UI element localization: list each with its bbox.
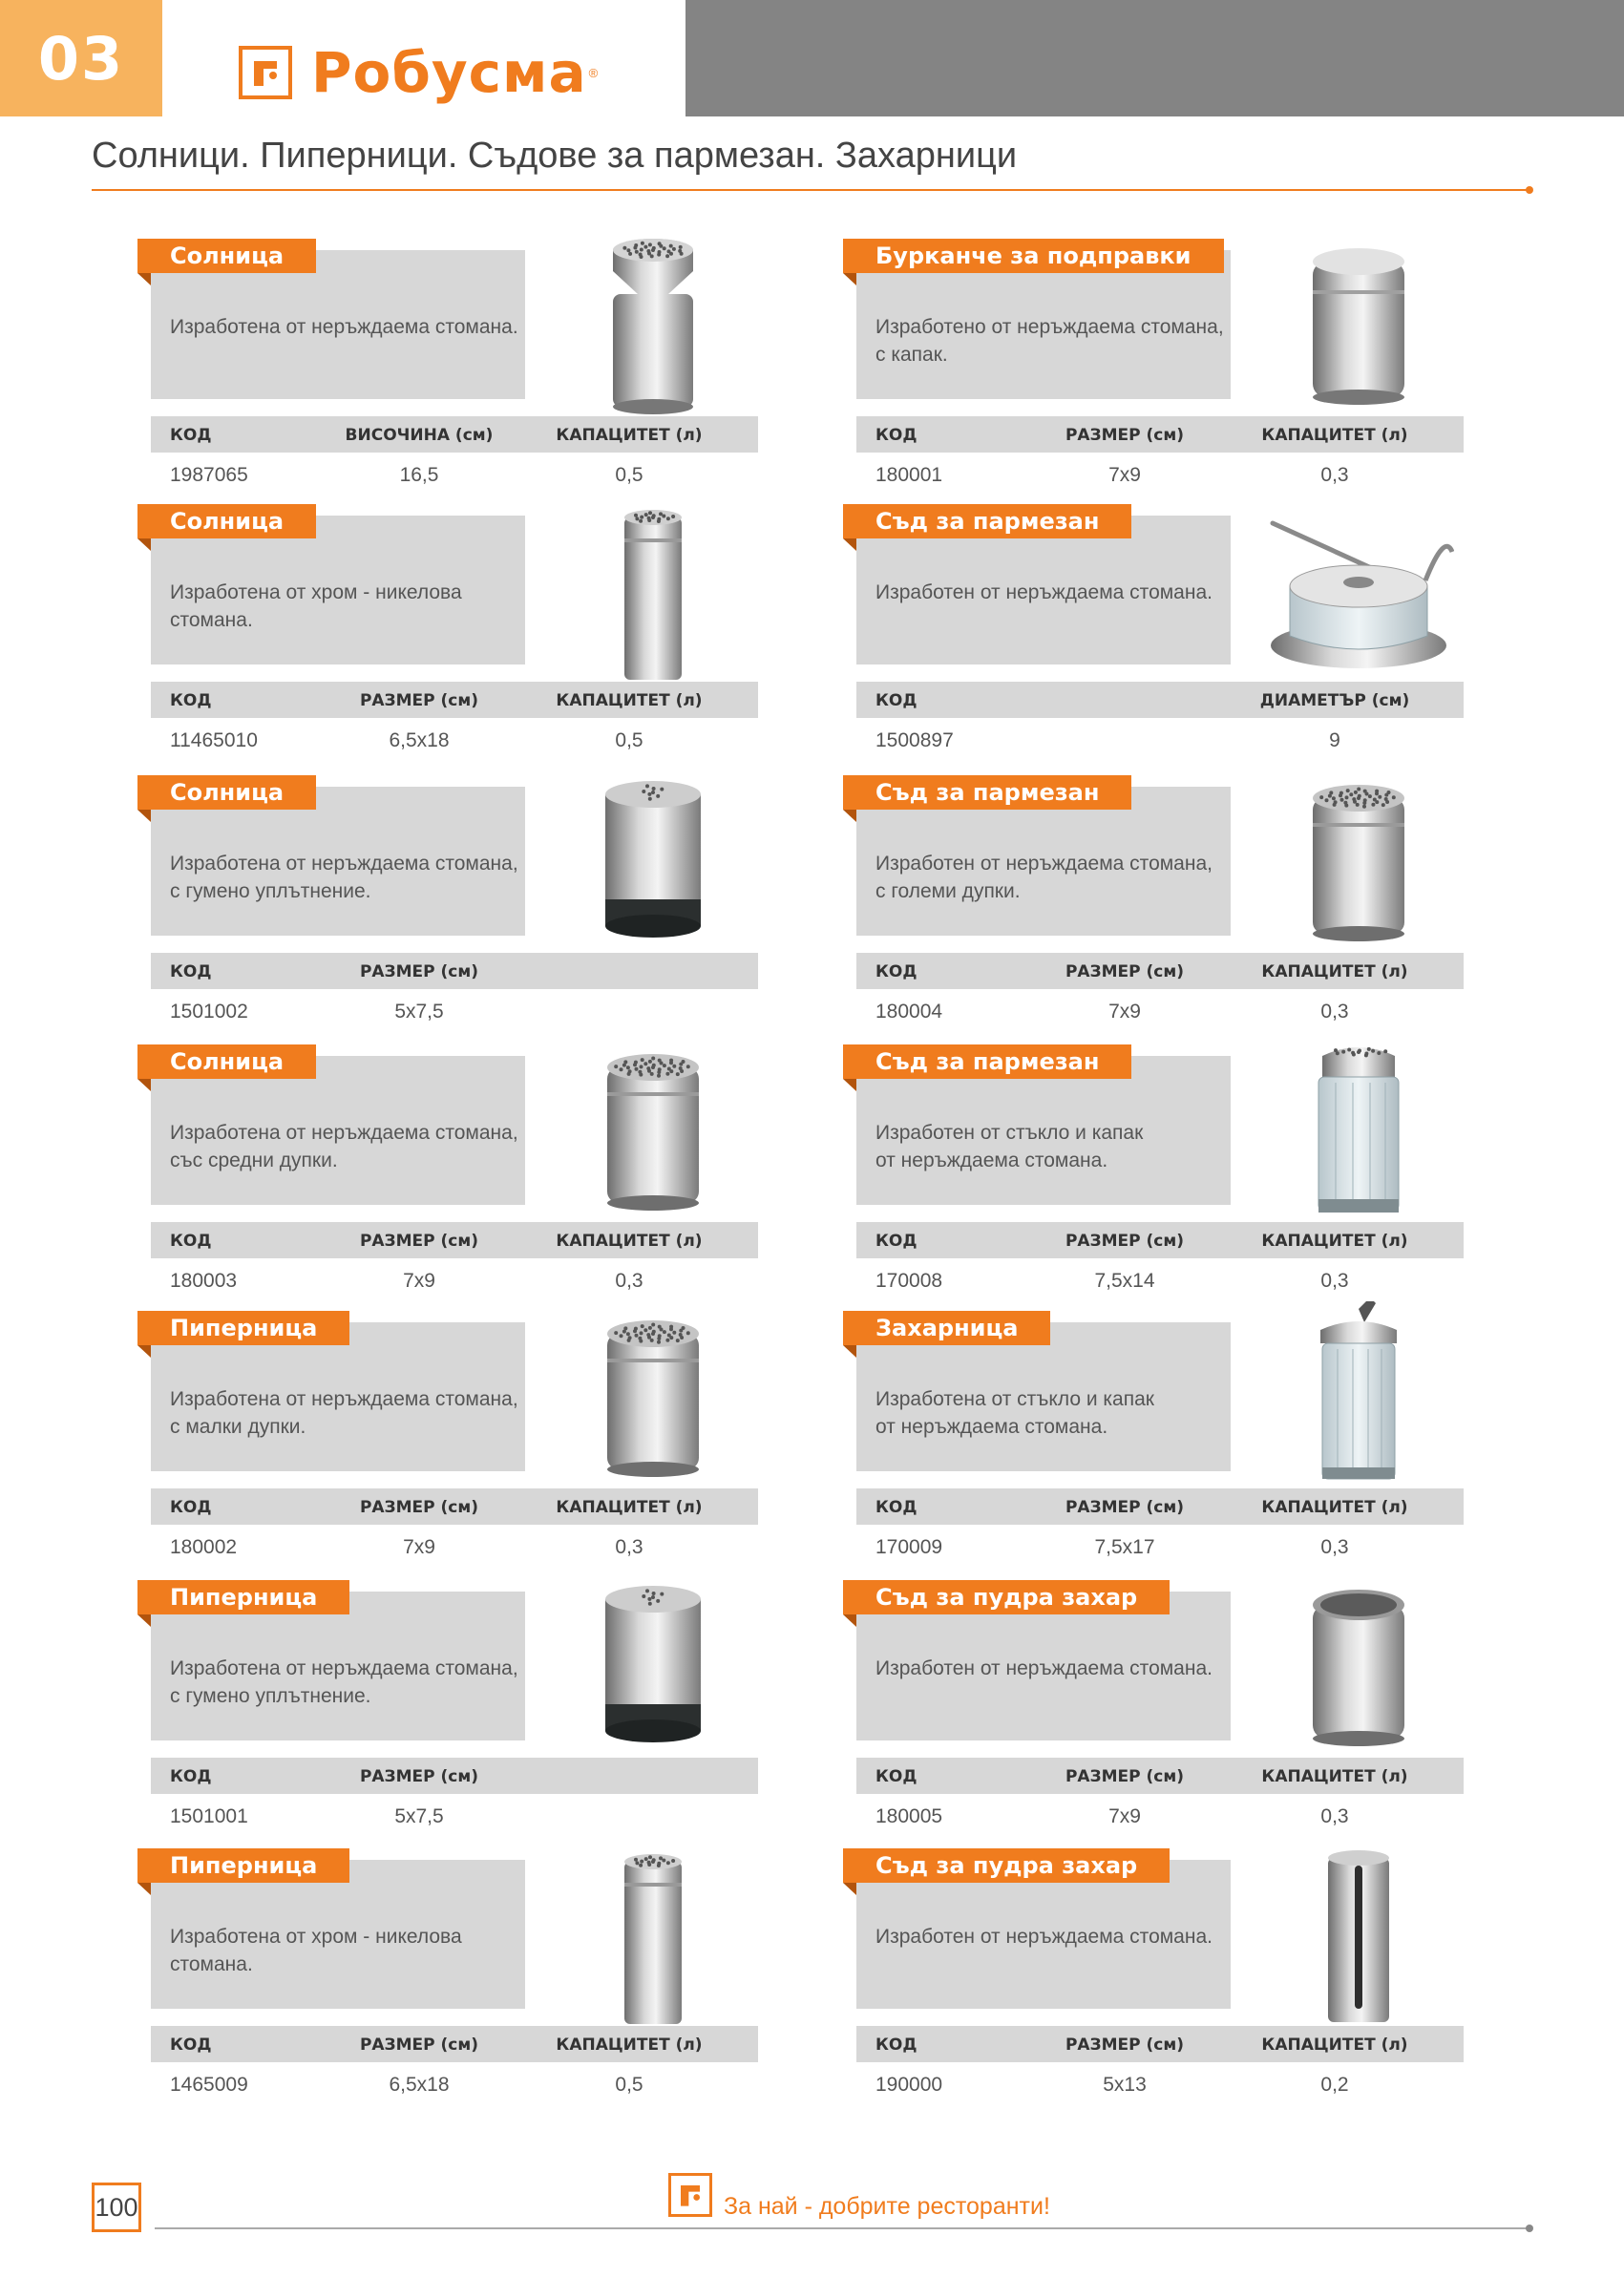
sugar-dispenser-photo: [1263, 1301, 1454, 1492]
product-card: [137, 1301, 758, 1573]
slim-shaker-photo: [558, 495, 749, 686]
spec-value-size: 7,5х14: [1094, 1270, 1155, 1292]
product-title: Съд за пармезан: [843, 1044, 1131, 1079]
page-title: Солници. Пиперници. Съдове за пармезан. Захарници: [92, 136, 1018, 176]
spec-header-code: КОД: [170, 962, 212, 981]
spec-value-size: 6,5х18: [389, 729, 450, 751]
product-card: [137, 1035, 758, 1307]
title-tab-fold: [137, 1079, 151, 1091]
spec-header-size: РАЗМЕР (см): [359, 691, 479, 710]
spec-header-code: КОД: [875, 426, 917, 445]
spec-value-size: 16,5: [399, 464, 439, 486]
spec-value-capacity: 0,3: [1320, 1001, 1349, 1023]
product-card: [843, 1839, 1464, 2111]
product-description: Изработена от неръждаема стомана, с гумено уплътнение.: [170, 1657, 518, 1707]
spec-value-size: 7х9: [1108, 464, 1141, 486]
spec-header-size: РАЗМЕР (см): [1065, 1767, 1185, 1786]
spec-value-size: 5х7,5: [394, 1001, 444, 1023]
product-card: [843, 766, 1464, 1038]
product-description: Изработена от неръждаема стомана, със средни дупки.: [170, 1122, 518, 1171]
spec-value-code: 170009: [875, 1536, 943, 1558]
title-tab-fold: [843, 273, 856, 285]
spec-value-capacity: 0,3: [1320, 464, 1349, 486]
spec-header-code: КОД: [875, 1767, 917, 1786]
title-tab-fold: [843, 810, 856, 822]
product-title: Съд за пармезан: [843, 504, 1131, 538]
spec-value-size: 6,5х18: [389, 2074, 450, 2096]
spec-header-size: РАЗМЕР (см): [1065, 1232, 1185, 1251]
mesh-dredger-photo: [1263, 1571, 1454, 1761]
registered-mark: ®: [588, 65, 599, 80]
spice-jar-photo: [1263, 229, 1454, 420]
product-title: Бурканче за подправки: [843, 239, 1224, 273]
spec-header-code: КОД: [170, 1767, 212, 1786]
spec-header-capacity: КАПАЦИТЕТ (л): [1261, 962, 1408, 981]
spec-header-capacity: КАПАЦИТЕТ (л): [556, 2035, 703, 2055]
title-tab-fold: [843, 1883, 856, 1895]
dredger-photo: [558, 1035, 749, 1226]
spec-header-capacity: ДИАМЕТЪР (см): [1259, 691, 1410, 710]
glass-shaker-photo: [1263, 1035, 1454, 1226]
product-title: Захарница: [843, 1311, 1050, 1345]
title-tab-fold: [137, 1345, 151, 1358]
product-description: Изработен от неръждаема стомана.: [875, 581, 1213, 603]
product-card: [137, 229, 758, 501]
tall-shaker-photo: [558, 229, 749, 420]
title-tab-fold: [137, 1614, 151, 1627]
product-card: [137, 1839, 758, 2111]
spec-value-code: 190000: [875, 2074, 943, 2096]
product-title: Солница: [137, 775, 316, 810]
spec-value-capacity: 0,3: [1320, 1270, 1349, 1292]
spec-value-code: 180003: [170, 1270, 238, 1292]
product-description: Изработена от хром - никелова стомана.: [170, 581, 462, 631]
product-description: Изработена от неръждаема стомана, с гумено уплътнение.: [170, 853, 518, 902]
spec-header-capacity: КАПАЦИТЕТ (л): [556, 1232, 703, 1251]
spec-value-capacity: 0,3: [1320, 1536, 1349, 1558]
spec-value-code: 180002: [170, 1536, 238, 1558]
spec-header-code: КОД: [875, 1498, 917, 1517]
parmesan-bowl-photo: [1263, 495, 1454, 686]
title-tab-fold: [137, 273, 151, 285]
product-card: [843, 1301, 1464, 1573]
spec-header-capacity: КАПАЦИТЕТ (л): [556, 426, 703, 445]
title-tab-fold: [137, 538, 151, 551]
header-bar: [685, 0, 1624, 116]
product-card: [137, 766, 758, 1038]
spec-value-capacity: 0,3: [615, 1536, 643, 1558]
product-card: [843, 495, 1464, 767]
spec-header-code: КОД: [170, 691, 212, 710]
page-number: 100: [92, 2183, 141, 2232]
spec-header-size: ВИСОЧИНА (см): [345, 426, 494, 445]
footer-divider-dot: [1526, 2225, 1533, 2232]
brand-mark-icon: [239, 46, 292, 99]
title-tab-fold: [137, 810, 151, 822]
spec-value-size: 5х7,5: [394, 1805, 444, 1827]
spec-header-size: РАЗМЕР (см): [359, 2035, 479, 2055]
spec-value-capacity: 0,5: [615, 464, 643, 486]
spec-value-code: 180001: [875, 464, 943, 486]
spec-value-code: 1501001: [170, 1805, 248, 1827]
title-divider: [92, 189, 1529, 191]
spec-header-size: РАЗМЕР (см): [359, 962, 479, 981]
spec-header-capacity: КАПАЦИТЕТ (л): [1261, 1767, 1408, 1786]
title-tab-fold: [843, 1079, 856, 1091]
footer-logo-icon: [668, 2173, 712, 2217]
title-tab-fold: [843, 1345, 856, 1358]
spec-header-size: РАЗМЕР (см): [359, 1767, 479, 1786]
title-tab-fold: [137, 1883, 151, 1895]
product-title: Солница: [137, 239, 316, 273]
spec-header-size: РАЗМЕР (см): [1065, 962, 1185, 981]
product-description: Изработен от неръждаема стомана, с големи дупки.: [875, 853, 1213, 902]
spec-value-capacity: 0,3: [1320, 1805, 1349, 1827]
spec-header-capacity: КАПАЦИТЕТ (л): [556, 691, 703, 710]
brand-logo: [239, 40, 598, 105]
spec-header-capacity: КАПАЦИТЕТ (л): [1261, 1232, 1408, 1251]
brand-name: Робусма: [311, 40, 587, 105]
footer-divider: [155, 2227, 1529, 2229]
spec-header-code: КОД: [170, 2035, 212, 2055]
product-title: Съд за пудра захар: [843, 1848, 1170, 1883]
spec-value-code: 170008: [875, 1270, 943, 1292]
product-description: Изработено от неръждаема стомана, с капак.: [875, 316, 1224, 366]
product-description: Изработен от неръждаема стомана.: [875, 1926, 1213, 1948]
spec-header-size: РАЗМЕР (см): [359, 1498, 479, 1517]
product-title: Пиперница: [137, 1580, 349, 1614]
spec-value-size: 7х9: [403, 1536, 435, 1558]
product-card: [137, 1571, 758, 1843]
spec-header-size: РАЗМЕР (см): [1065, 2035, 1185, 2055]
spec-header-capacity: КАПАЦИТЕТ (л): [1261, 2035, 1408, 2055]
dredger-photo: [1263, 766, 1454, 957]
spec-value-capacity: 0,5: [615, 2074, 643, 2096]
product-card: [843, 1035, 1464, 1307]
spec-value-size: 7х9: [1108, 1001, 1141, 1023]
spec-header-size: РАЗМЕР (см): [1065, 1498, 1185, 1517]
slim-shaker-photo: [558, 1839, 749, 2030]
product-card: [137, 495, 758, 767]
product-title: Съд за пармезан: [843, 775, 1131, 810]
spec-value-size: 7х9: [1108, 1805, 1141, 1827]
spec-header-code: КОД: [170, 1498, 212, 1517]
product-title: Солница: [137, 1044, 316, 1079]
product-description: Изработена от стъкло и капак от неръждаема стомана.: [875, 1388, 1154, 1438]
spec-header-code: КОД: [170, 1232, 212, 1251]
product-description: Изработен от стъкло и капак от неръждаема стомана.: [875, 1122, 1144, 1171]
product-title: Съд за пудра захар: [843, 1580, 1170, 1614]
spec-value-capacity: 0,3: [615, 1270, 643, 1292]
title-tab-fold: [843, 1614, 856, 1627]
chapter-number: 03: [0, 0, 162, 116]
rubber-base-shaker-photo: [558, 766, 749, 957]
spec-value-code: 1501002: [170, 1001, 248, 1023]
spec-value-capacity: 0,5: [615, 729, 643, 751]
spec-header-size: РАЗМЕР (см): [1065, 426, 1185, 445]
spec-header-code: КОД: [170, 426, 212, 445]
title-divider-dot: [1526, 186, 1533, 194]
spec-header-capacity: КАПАЦИТЕТ (л): [1261, 426, 1408, 445]
product-description: Изработена от неръждаема стомана.: [170, 316, 518, 338]
product-title: Пиперница: [137, 1848, 349, 1883]
spec-header-code: КОД: [875, 1232, 917, 1251]
slotted-shaker-photo: [1263, 1839, 1454, 2030]
rubber-base-shaker-photo: [558, 1571, 749, 1761]
spec-header-capacity: КАПАЦИТЕТ (л): [1261, 1498, 1408, 1517]
spec-value-code: 1500897: [875, 729, 954, 751]
spec-value-size: 7,5х17: [1094, 1536, 1155, 1558]
spec-value-code: 11465010: [170, 729, 258, 751]
product-description: Изработена от неръждаема стомана, с малки дупки.: [170, 1388, 518, 1438]
product-title: Пиперница: [137, 1311, 349, 1345]
spec-value-code: 180005: [875, 1805, 943, 1827]
product-description: Изработен от неръждаема стомана.: [875, 1657, 1213, 1679]
spec-value-capacity: 0,2: [1320, 2074, 1349, 2096]
spec-value-code: 1987065: [170, 464, 248, 486]
product-description: Изработена от хром - никелова стомана.: [170, 1926, 462, 1975]
product-title: Солница: [137, 504, 316, 538]
product-card: [843, 229, 1464, 501]
title-tab-fold: [843, 538, 856, 551]
spec-value-capacity: 9: [1329, 729, 1340, 751]
spec-value-code: 1465009: [170, 2074, 248, 2096]
spec-header-code: КОД: [875, 962, 917, 981]
spec-value-code: 180004: [875, 1001, 943, 1023]
spec-header-code: КОД: [875, 691, 917, 710]
dredger-photo: [558, 1301, 749, 1492]
product-card: [843, 1571, 1464, 1843]
spec-header-size: РАЗМЕР (см): [359, 1232, 479, 1251]
spec-value-size: 5х13: [1103, 2074, 1147, 2096]
footer-slogan: За най - добрите ресторанти!: [724, 2193, 1050, 2220]
spec-value-size: 7х9: [403, 1270, 435, 1292]
spec-header-capacity: КАПАЦИТЕТ (л): [556, 1498, 703, 1517]
spec-header-code: КОД: [875, 2035, 917, 2055]
